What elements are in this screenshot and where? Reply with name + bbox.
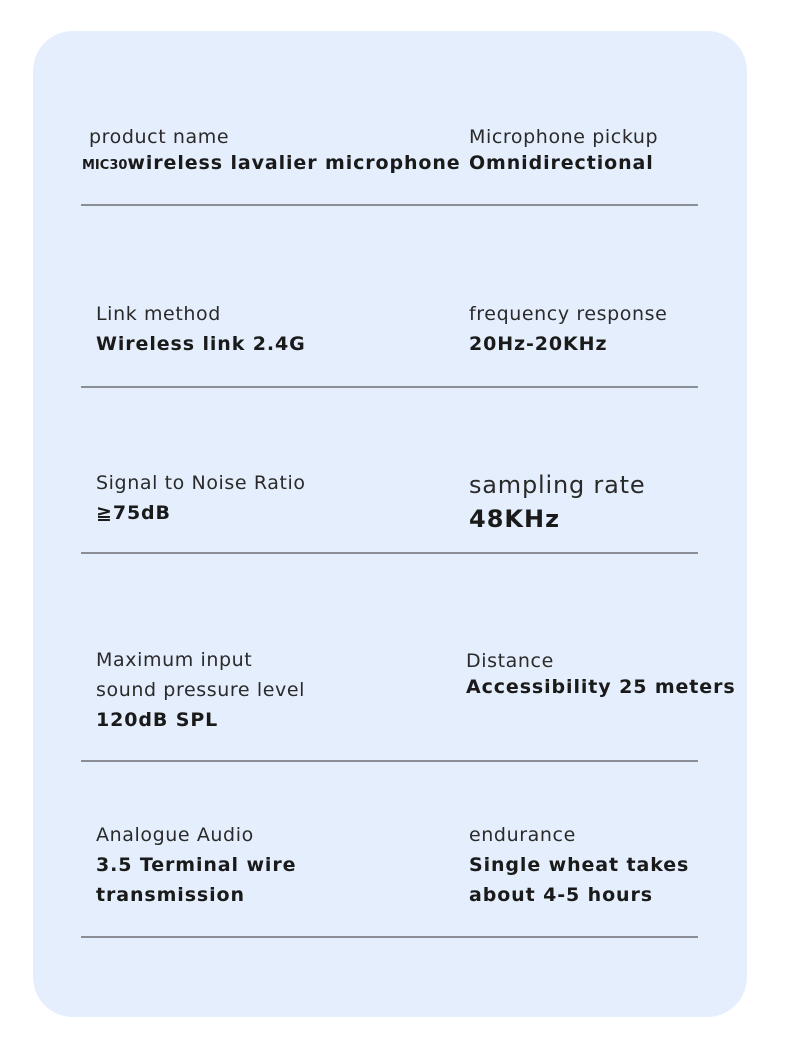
model-prefix: MIC30 (82, 158, 128, 173)
row-divider (81, 760, 698, 762)
spec-label: endurance (469, 824, 576, 846)
spec-product-name (82, 125, 461, 180)
spec-value (82, 149, 461, 180)
spec-signal-noise-ratio (96, 468, 396, 528)
spec-label: Analogue Audio (96, 824, 254, 846)
spec-label: frequency response (469, 303, 668, 325)
spec-value: 20Hz-20KHz (469, 333, 608, 355)
spec-label-line1: Maximum input (96, 649, 253, 671)
spec-value-line2: about 4-5 hours (469, 884, 653, 906)
spec-value-line1: 3.5 Terminal wire (96, 854, 297, 876)
spec-value-text: wireless lavalier microphone (127, 152, 461, 174)
spec-distance (466, 649, 766, 701)
spec-value: 48KHz (469, 505, 561, 533)
spec-label: product name (89, 126, 230, 148)
spec-analogue-audio (96, 820, 396, 910)
spec-label-line2: sound pressure level (96, 679, 305, 701)
spec-label: Microphone pickup (469, 126, 659, 148)
spec-sampling-rate (469, 468, 769, 536)
row-divider (81, 936, 698, 938)
spec-card (33, 31, 747, 1017)
spec-value: 120dB SPL (96, 709, 219, 731)
row-divider (81, 204, 698, 206)
spec-link-method (96, 299, 396, 359)
spec-value: Accessibility 25 meters (466, 676, 736, 698)
spec-value: Wireless link 2.4G (96, 333, 306, 355)
spec-max-input-spl (96, 645, 396, 735)
row-divider (81, 386, 698, 388)
spec-value: ≧75dB (96, 502, 171, 524)
row-divider (81, 552, 698, 554)
spec-label: Signal to Noise Ratio (96, 472, 306, 494)
spec-label: sampling rate (469, 471, 646, 499)
spec-value-line2: transmission (96, 884, 245, 906)
spec-label: Link method (96, 303, 221, 325)
spec-frequency-response (469, 299, 769, 359)
spec-value-line1: Single wheat takes (469, 854, 690, 876)
spec-endurance (469, 820, 769, 910)
spec-microphone-pickup (469, 125, 769, 177)
spec-value: Omnidirectional (469, 152, 654, 174)
spec-label: Distance (466, 650, 554, 672)
